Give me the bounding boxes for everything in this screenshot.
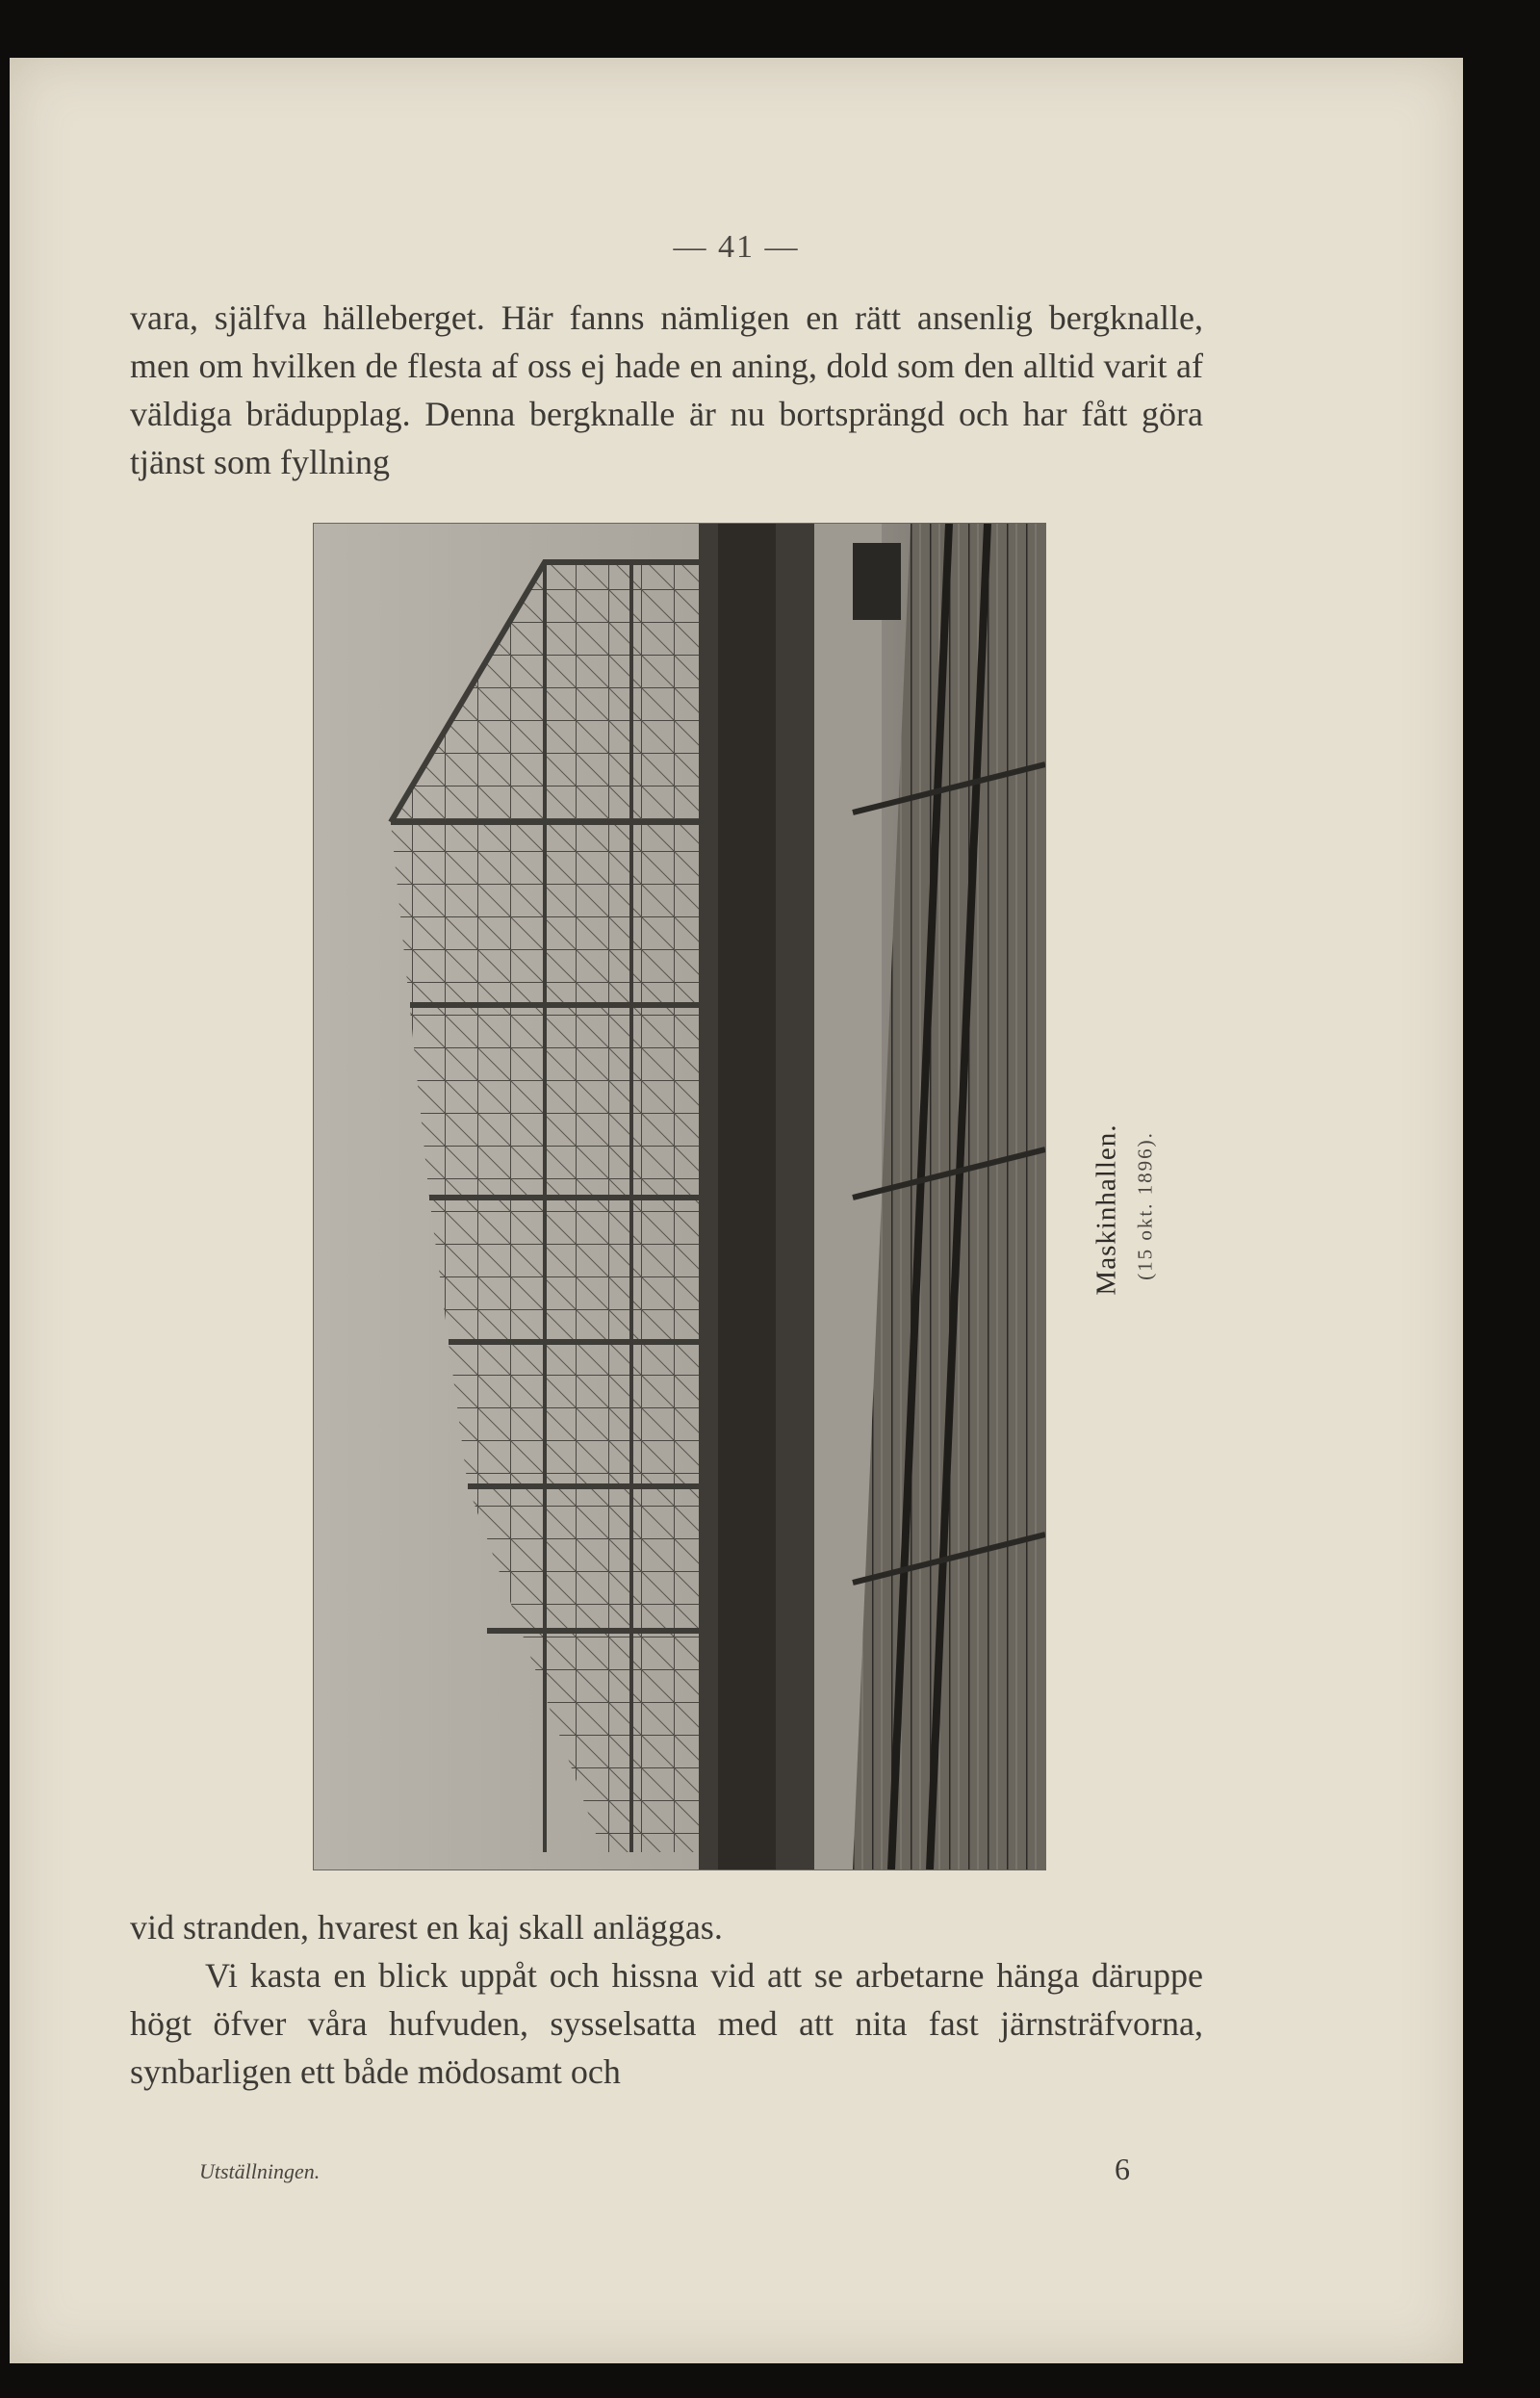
paragraph-top: vara, själfva hälleberget. Här fanns nämligen en rätt ansenlig bergknalle, men om hvilken de flesta af oss ej hade en aning, dold som den alltid varit af väldiga brädupplag. Denna bergknalle är nu bortsprängd och har fått göra tjänst som fyllning <box>130 298 1203 481</box>
footer-title: Utställningen. <box>199 2159 321 2183</box>
photo-caption <box>1088 1097 1165 1386</box>
paragraph-bottom-2: Vi kasta en blick uppåt och hissna vid att se arbetarne hänga däruppe högt öfver våra hufvuden, sysselsatta med att nita fast järnsträfvorna, synbarligen ett både mödosamt och <box>130 1956 1203 2091</box>
signature-mark: 6 <box>1115 2152 1130 2186</box>
photo-maskinhallen <box>313 523 1046 1870</box>
paragraph-bottom-1: vid stranden, hvarest en kaj skall anläggas. <box>130 1908 723 1947</box>
caption-date: (15 okt. 1896). <box>1133 1131 1157 1280</box>
book-page <box>10 58 1463 2363</box>
body-text-bottom <box>130 1903 1203 2096</box>
caption-title: Maskinhallen. <box>1091 1123 1122 1296</box>
body-text-top <box>130 294 1203 486</box>
page-number: — 41 — <box>673 229 800 265</box>
construction-photo <box>314 524 1045 1869</box>
